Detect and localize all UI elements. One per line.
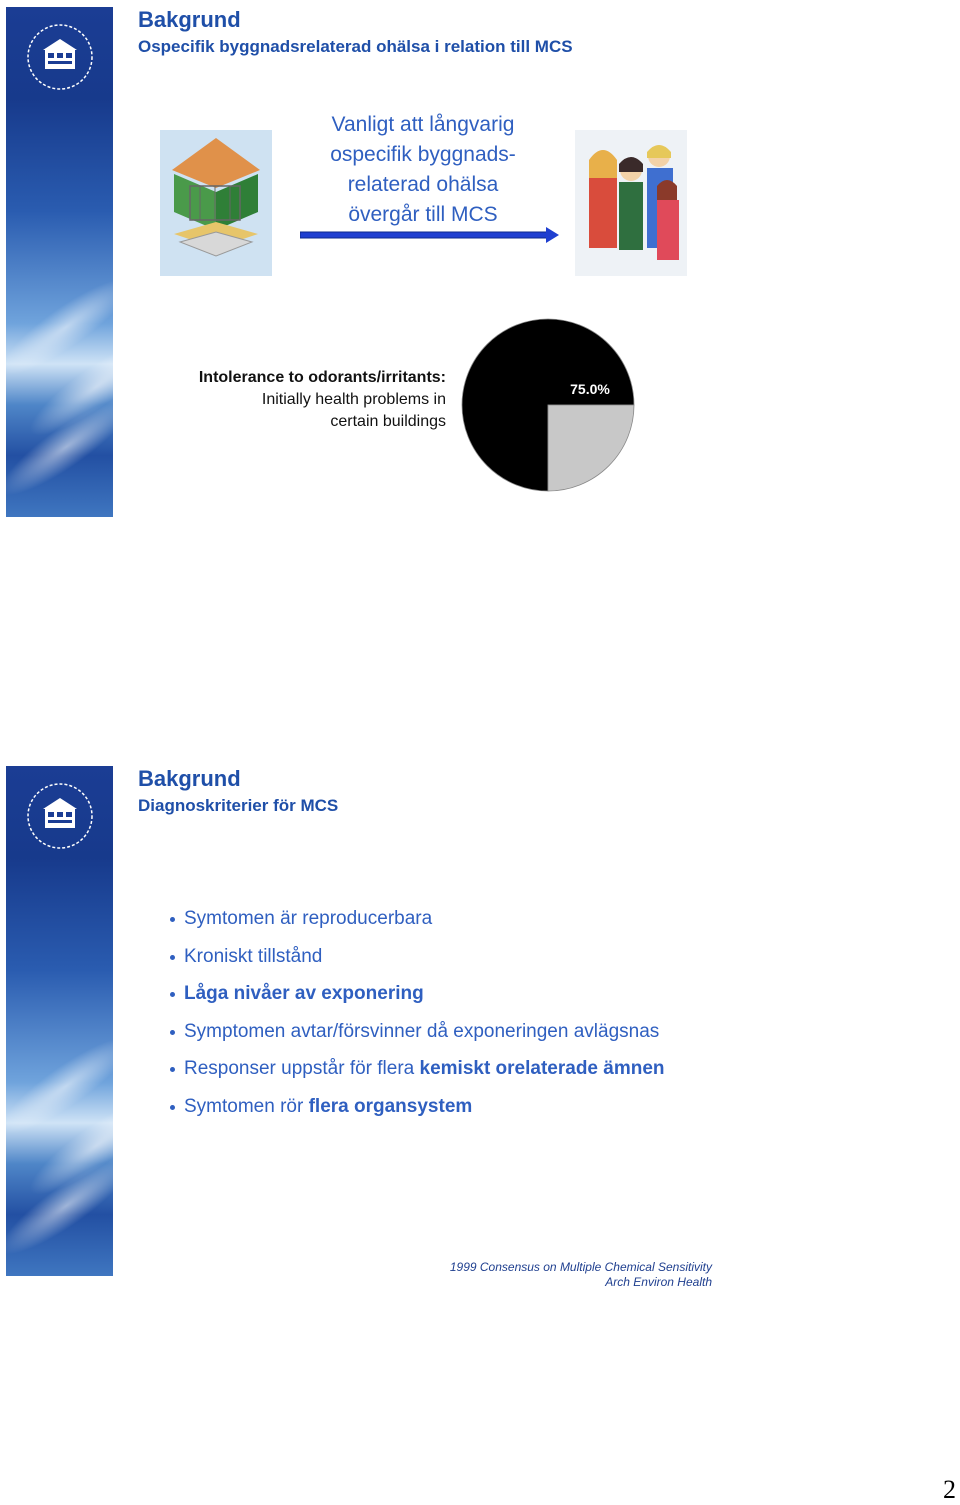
pie-slice <box>548 405 634 491</box>
criteria-item <box>168 1017 665 1055</box>
criteria-text: Symtomen rör <box>184 1095 309 1117</box>
criteria-text: Kroniskt tillstånd <box>184 945 323 967</box>
criteria-item <box>168 1092 665 1130</box>
criteria-item <box>168 904 665 942</box>
sidebar-banner <box>6 766 113 1276</box>
pie-chart <box>458 315 638 495</box>
right-arrow-icon <box>300 225 560 245</box>
criteria-text: kemiskt orelaterade ämnen <box>419 1058 665 1079</box>
slide-title: Bakgrund <box>138 766 241 791</box>
university-seal-logo <box>26 782 94 850</box>
sidebar-banner <box>6 7 113 517</box>
slide-title: Bakgrund <box>138 7 241 32</box>
criteria-text: Symptomen avtar/försvinner då exponeringen avlägsnas <box>184 1020 660 1042</box>
pie-caption-line1: Initially health problems in <box>261 391 446 408</box>
callout-text: Vanligt att långvarig ospecifik byggnads- relaterad ohälsa övergår till MCS <box>330 113 516 226</box>
slide-2 <box>6 766 960 1289</box>
criteria-text: Responser uppstår för flera <box>184 1058 420 1079</box>
criteria-item <box>168 1054 665 1092</box>
criteria-item <box>168 942 665 980</box>
page-number: 2 <box>943 1475 956 1504</box>
slide-1 <box>6 7 960 519</box>
citation: 1999 Consensus on Multiple Chemical Sensitivity Arch Environ Health <box>449 1260 712 1289</box>
pie-caption-line2: certain buildings <box>330 413 446 430</box>
slide-subtitle: Diagnoskriterier för MCS <box>138 796 339 815</box>
slide-subtitle: Ospecifik byggnadsrelaterad ohälsa i relation till MCS <box>138 37 573 56</box>
criteria-list <box>168 904 665 1129</box>
criteria-text: Låga nivåer av exponering <box>184 983 424 1004</box>
criteria-text: Symtomen är reproducerbara <box>184 908 433 929</box>
pie-data-label: 75.0% <box>570 381 610 397</box>
people-illustration <box>575 130 687 276</box>
building-illustration <box>160 130 272 276</box>
pie-caption-heading: Intolerance to odorants/irritants: <box>198 369 446 386</box>
criteria-text: flera organsystem <box>308 1095 473 1117</box>
pie-caption <box>156 367 446 433</box>
criteria-item <box>168 979 665 1017</box>
university-seal-logo <box>26 23 94 91</box>
